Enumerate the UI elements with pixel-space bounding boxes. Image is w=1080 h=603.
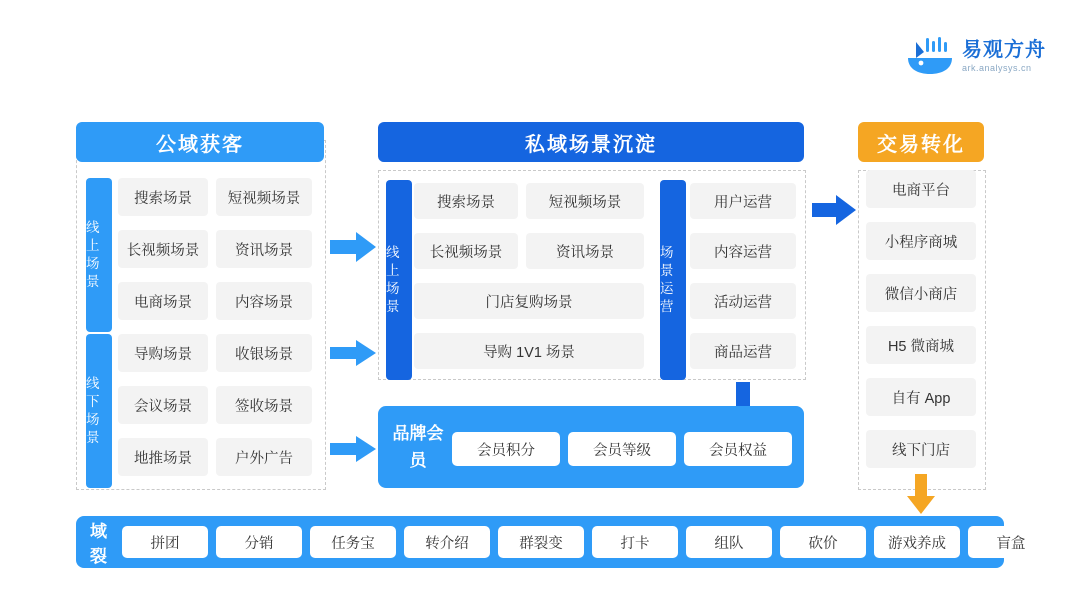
- brand-member-label: 品牌会员: [392, 424, 444, 470]
- private-online-item-0: 搜索场景: [414, 183, 518, 219]
- fission-item-3: 转介绍: [404, 526, 490, 558]
- private-operation-item-3: 商品运营: [690, 333, 796, 369]
- public-online-item-0: 搜索场景: [118, 178, 208, 216]
- private-online-item-1: 短视频场景: [526, 183, 644, 219]
- private-online-item-2: 长视频场景: [414, 233, 518, 269]
- private-operation-label-text: 场景运营: [660, 244, 674, 315]
- fission-item-8: 游戏养成: [874, 526, 960, 558]
- public-online-item-2: 长视频场景: [118, 230, 208, 268]
- private-online-label: [386, 180, 412, 380]
- arrow-public-to-private-top: [330, 230, 376, 264]
- fission-item-5: 打卡: [592, 526, 678, 558]
- fission-item-0: 拼团: [122, 526, 208, 558]
- public-offline-item-3: 签收场景: [216, 386, 312, 424]
- arrow-transaction-to-fission: [906, 474, 936, 514]
- public-offline-label-text: 线下场景: [86, 375, 100, 446]
- public-offline-item-1: 收银场景: [216, 334, 312, 372]
- fission-item-7: 砍价: [780, 526, 866, 558]
- brand-text: [962, 40, 1046, 73]
- arrow-private-to-transaction: [812, 194, 856, 226]
- public-online-item-5: 内容场景: [216, 282, 312, 320]
- fission-item-9: 盲盒: [968, 526, 1054, 558]
- public-online-item-3: 资讯场景: [216, 230, 312, 268]
- fission-item-6: 组队: [686, 526, 772, 558]
- member-item-1: 会员等级: [568, 432, 676, 466]
- transaction-item-1: 小程序商城: [866, 222, 976, 260]
- private-online-label-text: 线上场景: [386, 244, 400, 315]
- private-operation-item-0: 用户运营: [690, 183, 796, 219]
- transaction-item-5: 线下门店: [866, 430, 976, 468]
- public-online-label: [86, 178, 112, 332]
- private-online-item-3: 资讯场景: [526, 233, 644, 269]
- transaction-item-3: H5 微商城: [866, 326, 976, 364]
- public-offline-item-4: 地推场景: [118, 438, 208, 476]
- private-operation-item-1: 内容运营: [690, 233, 796, 269]
- brand-name: 易观方舟: [962, 38, 1046, 61]
- public-online-item-4: 电商场景: [118, 282, 208, 320]
- fission-item-2: 任务宝: [310, 526, 396, 558]
- member-item-2: 会员权益: [684, 432, 792, 466]
- member-item-0: 会员积分: [452, 432, 560, 466]
- arrow-public-to-member: [330, 434, 376, 464]
- private-online-wide-1: 导购 1V1 场景: [414, 333, 644, 369]
- arrow-public-to-private-mid: [330, 338, 376, 368]
- private-operation-item-2: 活动运营: [690, 283, 796, 319]
- public-domain-title-text: 公域获客: [156, 133, 244, 156]
- fission-item-1: 分销: [216, 526, 302, 558]
- fission-title: 私域裂变: [90, 497, 108, 591]
- private-operation-label: [660, 180, 686, 380]
- transaction-item-2: 微信小商店: [866, 274, 976, 312]
- public-offline-item-2: 会议场景: [118, 386, 208, 424]
- transaction-item-0: 电商平台: [866, 170, 976, 208]
- public-online-item-1: 短视频场景: [216, 178, 312, 216]
- public-offline-item-0: 导购场景: [118, 334, 208, 372]
- fission-item-4: 群裂变: [498, 526, 584, 558]
- transaction-title: [858, 122, 984, 162]
- public-offline-item-5: 户外广告: [216, 438, 312, 476]
- fission-strip: [76, 497, 1026, 591]
- public-domain-title: [76, 122, 324, 162]
- whale-logo-icon: [906, 36, 954, 76]
- public-online-label-text: 线上场景: [86, 219, 100, 290]
- transaction-item-4: 自有 App: [866, 378, 976, 416]
- private-domain-title-text: 私域场景沉淀: [525, 133, 657, 156]
- brand-domain: ark.analysys.cn: [962, 62, 1032, 73]
- private-online-wide-0: 门店复购场景: [414, 283, 644, 319]
- public-offline-label: [86, 334, 112, 488]
- brand-logo: [906, 36, 1046, 76]
- transaction-title-text: 交易转化: [877, 133, 965, 156]
- private-domain-title: [378, 122, 804, 162]
